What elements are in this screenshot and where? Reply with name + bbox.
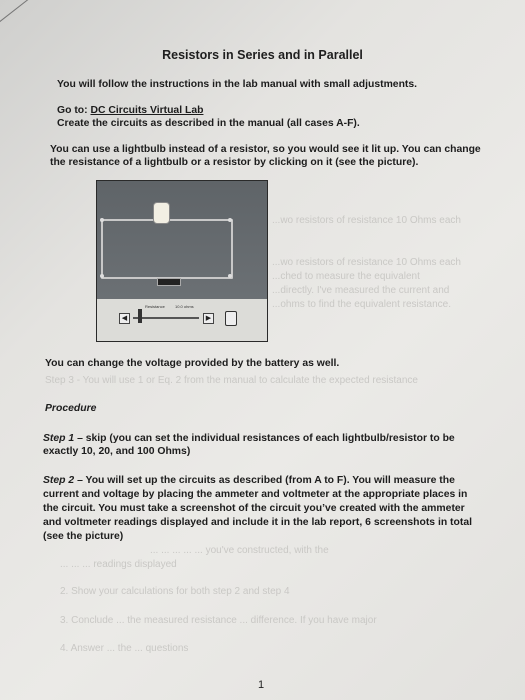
circuit-wire (101, 219, 233, 279)
battery-icon[interactable] (157, 278, 181, 286)
page-title: Resistors in Series and in Parallel (162, 48, 363, 62)
bleed-text: 2. Show your calculations for both step 2 and step 4 (60, 586, 290, 597)
step-1-text: – skip (you can set the individual resistances of each lightbulb/resistor to be (74, 433, 455, 444)
wire-junction (100, 274, 104, 278)
step-2-line-2: current and voltage by placing the ammeter and voltmeter at the appropriate places in (43, 489, 468, 500)
dc-circuits-link[interactable]: DC Circuits Virtual Lab (90, 105, 204, 116)
bleed-text: 3. Conclude ... the measured resistance ... difference. If you have major (60, 615, 377, 626)
circuit-simulator-screenshot (96, 180, 268, 342)
voltage-line: You can change the voltage provided by the battery as well. (45, 358, 340, 369)
step-2-line-3b: You must take a screenshot of the circuit you’ve created with the ammeter (98, 503, 465, 514)
bleed-text: ...ched to measure the equivalent (272, 271, 420, 282)
wire-junction (100, 218, 104, 222)
decrease-arrow-icon[interactable]: ◀ (119, 313, 130, 324)
lightbulb-icon[interactable] (153, 202, 170, 224)
bleed-text: ...directly. I've measured the current and (272, 285, 450, 296)
procedure-heading: Procedure (45, 403, 97, 414)
resistance-value: 10.0 ohms (175, 304, 194, 309)
resistance-slider[interactable] (133, 317, 199, 319)
bleed-text: ...wo resistors of resistance 10 Ohms each (272, 257, 461, 268)
wire-junction (228, 274, 232, 278)
increase-arrow-icon[interactable]: ▶ (203, 313, 214, 324)
slider-handle[interactable] (138, 309, 142, 323)
resistance-control-panel (97, 299, 267, 341)
step-2-line-5: (see the picture) (43, 531, 124, 542)
step-1-line-2: exactly 10, 20, and 100 Ohms) (43, 446, 191, 457)
lightbulb-line-1: You can use a lightbulb instead of a resistor, so you would see it lit up. You can change (50, 144, 481, 155)
step-2-label: Step 2 (43, 475, 75, 486)
circuit-canvas (97, 181, 267, 299)
goto-prefix: Go to: (57, 105, 91, 116)
page-number: 1 (258, 679, 265, 691)
intro-text: You will follow the instructions in the lab manual with small adjustments. (57, 79, 418, 90)
step-2-text: – You will set up the circuits as described (from A to F). You will measure the (74, 475, 455, 486)
bleed-text: ... ... ... readings displayed (60, 559, 177, 570)
step-1-line-1 (43, 432, 455, 446)
step-2-line-3 (43, 502, 465, 516)
goto-line (57, 104, 203, 118)
step-2-line-1 (43, 474, 455, 488)
bleed-text: ...wo resistors of resistance 10 Ohms each (272, 215, 461, 226)
corner-mark (0, 0, 30, 23)
step-1-label: Step 1 (43, 433, 75, 444)
bleed-text: ... ... ... ... ... you've constructed, with the (150, 545, 329, 556)
step-2-line-4: and voltmeter readings displayed and include it in the lab report, 6 screenshots in total (43, 517, 472, 528)
bleed-text: ...ohms to find the equivalent resistance. (272, 299, 451, 310)
resistance-label: Resistance (145, 304, 165, 309)
step-2-line-3a: the circuit. (43, 503, 99, 514)
lightbulb-line-2: the resistance of a lightbulb or a resistor by clicking on it (see the picture). (50, 157, 419, 168)
bleed-text: Step 3 - You will use 1 or Eq. 2 from the manual to calculate the expected resistance (45, 375, 418, 386)
bleed-text: 4. Answer ... the ... questions (60, 643, 189, 654)
wire-junction (228, 218, 232, 222)
create-line: Create the circuits as described in the manual (all cases A-F). (57, 118, 360, 129)
trash-icon[interactable] (225, 311, 237, 326)
